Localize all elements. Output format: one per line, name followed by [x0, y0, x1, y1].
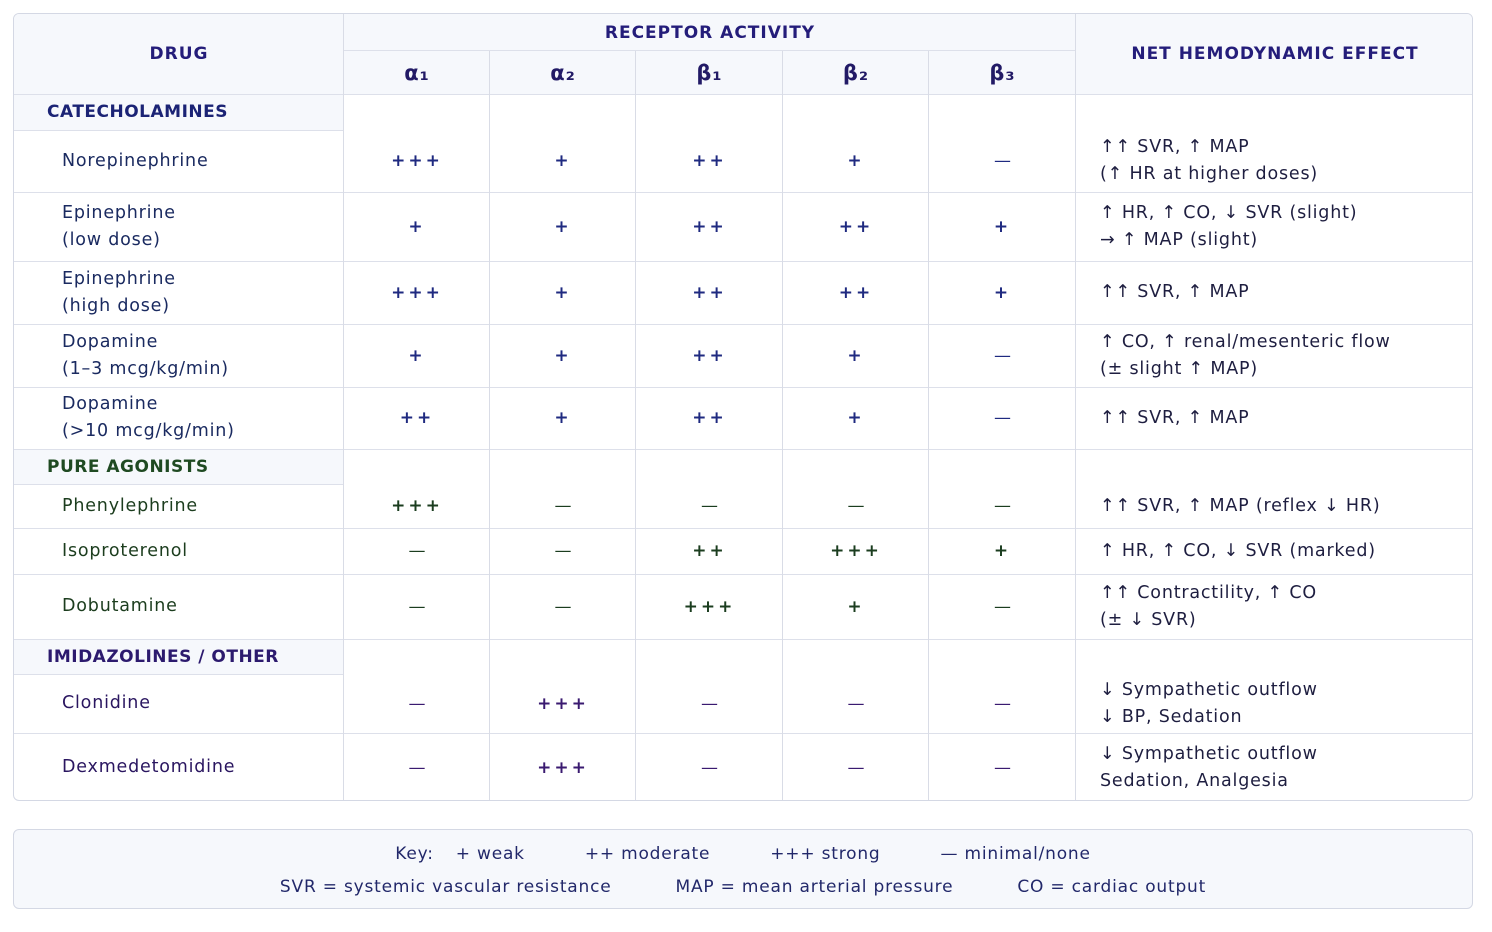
net-effect-line: ↑ CO, ↑ renal/mesenteric flow	[1100, 331, 1391, 352]
receptor-cell: —	[408, 757, 426, 778]
receptor-cell: +	[847, 151, 865, 171]
header-alpha1: α₁	[404, 60, 430, 85]
receptor-cell: ++	[692, 151, 727, 171]
drug-name-line: Isoproterenol	[62, 540, 188, 561]
receptor-cell: —	[994, 408, 1011, 428]
receptor-cell: —	[408, 693, 426, 714]
net-effect	[1100, 733, 1472, 801]
receptor-cell: —	[701, 757, 718, 778]
receptor-cell: +++	[830, 541, 882, 561]
receptor-cell: —	[554, 596, 572, 617]
receptor-cell: —	[994, 151, 1011, 171]
receptor-cell: +++	[683, 596, 736, 617]
key-map: MAP = mean arterial pressure	[675, 877, 954, 897]
receptor-cell: +	[847, 596, 865, 617]
receptor-cell: +	[554, 151, 572, 171]
key-weak: + weak	[455, 844, 525, 864]
receptor-activity-table	[13, 13, 1473, 801]
header-beta2: β₂	[842, 60, 870, 85]
drug-name-line: Dopamine	[62, 331, 159, 352]
section-imidazolines: IMIDAZOLINES / OTHER	[47, 646, 279, 667]
receptor-cell: +++	[391, 151, 443, 171]
receptor-cell: —	[847, 757, 865, 778]
key-co: CO = cardiac output	[1017, 877, 1207, 897]
receptor-cell: ++	[399, 408, 435, 428]
net-effect-line: ↑↑ SVR, ↑ MAP	[1100, 282, 1250, 302]
drug-name-line: Dobutamine	[62, 596, 178, 616]
receptor-cell: —	[408, 596, 426, 617]
drug-name	[62, 324, 229, 387]
receptor-cell: ++	[692, 345, 727, 366]
net-effect	[1100, 528, 1472, 574]
receptor-cell: +	[554, 408, 572, 428]
net-effect-line: ↓ Sympathetic outflow	[1100, 743, 1318, 764]
receptor-cell: +++	[537, 693, 589, 714]
receptor-cell: —	[994, 693, 1011, 714]
key-label: Key:	[395, 844, 434, 864]
drug-name-line: Dexmedetomidine	[62, 757, 236, 777]
receptor-cell: —	[994, 345, 1011, 366]
key-moderate: ++ moderate	[584, 844, 711, 864]
net-effect-line: ↑↑ Contractility, ↑ CO	[1100, 582, 1317, 603]
drug-name	[62, 261, 176, 324]
net-effect-line: ↑↑ SVR, ↑ MAP (reflex ↓ HR)	[1100, 495, 1381, 516]
header-alpha2: α₂	[550, 60, 576, 85]
drug-name-line: Dopamine	[62, 394, 159, 414]
net-effect-line: → ↑ MAP (slight)	[1100, 229, 1258, 250]
receptor-cell: ++	[692, 282, 727, 303]
drug-name	[62, 528, 188, 574]
key-none: — minimal/none	[940, 844, 1091, 864]
net-effect	[1100, 674, 1472, 733]
drug-name-line: (high dose)	[62, 295, 170, 316]
drug-name-line: Phenylephrine	[62, 495, 199, 516]
receptor-cell: —	[994, 496, 1011, 516]
receptor-cell: +	[847, 345, 865, 366]
drug-name	[62, 484, 198, 528]
net-effect	[1100, 130, 1472, 192]
header-beta3: β₃	[989, 60, 1016, 85]
receptor-cell: +	[408, 216, 426, 237]
net-effect-line: ↑↑ SVR, ↑ MAP	[1100, 407, 1250, 428]
net-effect-line: ↑↑ SVR, ↑ MAP	[1100, 137, 1250, 157]
net-effect	[1100, 484, 1472, 528]
net-effect-line: ↑ HR, ↑ CO, ↓ SVR (slight)	[1100, 202, 1358, 223]
key-strong: +++ strong	[770, 844, 881, 864]
section-pure-agonists: PURE AGONISTS	[47, 456, 209, 477]
drug-name	[62, 674, 151, 733]
drug-name	[62, 387, 235, 449]
drug-name-line: (>10 mcg/kg/min)	[62, 421, 235, 441]
receptor-cell: —	[847, 496, 865, 516]
receptor-cell: —	[554, 541, 572, 561]
receptor-cell: +	[408, 345, 426, 366]
receptor-cell: —	[701, 693, 718, 714]
net-effect	[1100, 324, 1472, 387]
receptor-cell: —	[701, 496, 718, 516]
drug-name-line: (1–3 mcg/kg/min)	[62, 358, 229, 379]
net-effect	[1100, 261, 1472, 324]
drug-name-line: Epinephrine	[62, 202, 176, 223]
row-divider	[14, 94, 1473, 95]
net-effect	[1100, 192, 1472, 261]
key-abbreviations-row	[14, 877, 1472, 897]
receptor-cell: +	[993, 216, 1012, 237]
legend-key-box	[13, 829, 1473, 909]
receptor-cell: +	[554, 345, 572, 366]
receptor-cell: —	[847, 693, 865, 714]
drug-name-line: Norepinephrine	[62, 150, 209, 171]
header-drug: DRUG	[149, 44, 209, 64]
header-divider	[344, 50, 1076, 51]
receptor-cell: —	[994, 757, 1011, 778]
drug-name-line: (low dose)	[62, 229, 161, 250]
receptor-cell: ++	[692, 216, 727, 237]
receptor-cell: +	[847, 408, 865, 428]
header-net-effect: NET HEMODYNAMIC EFFECT	[1131, 44, 1419, 64]
net-effect-line: (± ↓ SVR)	[1100, 609, 1197, 630]
net-effect-line: ↓ Sympathetic outflow	[1100, 679, 1318, 700]
receptor-cell: +	[554, 282, 572, 303]
net-effect-line: Sedation, Analgesia	[1100, 770, 1289, 791]
receptor-cell: ++	[838, 282, 874, 303]
receptor-cell: ++	[838, 216, 874, 237]
net-effect	[1100, 574, 1472, 639]
receptor-cell: —	[994, 596, 1011, 617]
drug-name-line: Clonidine	[62, 693, 151, 713]
receptor-cell: +	[993, 282, 1012, 303]
receptor-cell: ++	[692, 541, 727, 561]
receptor-cell: +++	[391, 282, 443, 303]
drug-name	[62, 574, 178, 639]
net-effect-line: (↑ HR at higher doses)	[1100, 164, 1319, 184]
drug-name	[62, 130, 209, 192]
header-beta1: β₁	[696, 60, 723, 85]
receptor-cell: +++	[391, 496, 443, 516]
net-effect-line: ↑ HR, ↑ CO, ↓ SVR (marked)	[1100, 540, 1376, 561]
net-effect-line: ↓ BP, Sedation	[1100, 706, 1243, 727]
receptor-cell: +	[554, 216, 572, 237]
receptor-cell: —	[408, 541, 426, 561]
key-symbols-row	[14, 844, 1472, 864]
row-divider	[14, 449, 1473, 450]
receptor-cell: ++	[692, 408, 727, 428]
key-svr: SVR = systemic vascular resistance	[279, 877, 612, 897]
receptor-cell: +	[993, 541, 1012, 561]
receptor-cell: —	[554, 496, 572, 516]
header-receptor-activity: RECEPTOR ACTIVITY	[604, 22, 816, 43]
net-effect	[1100, 387, 1472, 449]
drug-name	[62, 192, 176, 261]
net-effect-line: (± slight ↑ MAP)	[1100, 358, 1258, 379]
drug-name-line: Epinephrine	[62, 268, 176, 289]
section-catecholamines: CATECHOLAMINES	[47, 102, 228, 122]
drug-name	[62, 733, 235, 801]
receptor-cell: +++	[537, 757, 589, 778]
